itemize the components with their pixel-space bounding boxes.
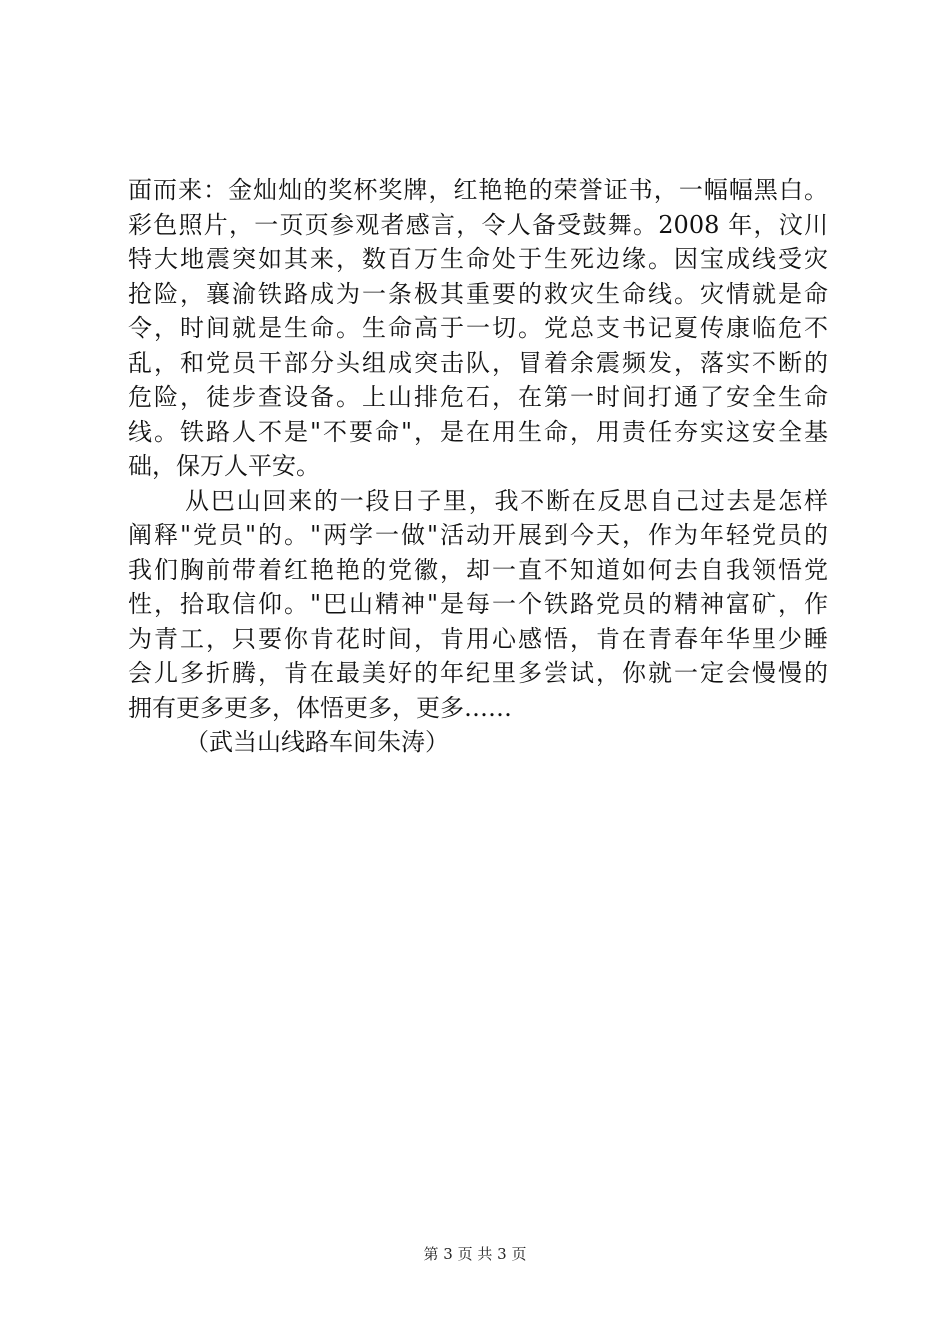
- text-line: 面而来：金灿灿的奖杯奖牌，红艳艳的荣誉证书，一幅幅黑白。: [128, 176, 828, 204]
- page-number: 第 3 页 共 3 页: [423, 1245, 527, 1263]
- text-line: 性，拾取信仰。"巴山精神"是每一个铁路党员的精神富矿，作: [128, 590, 828, 618]
- text-line: 特大地震突如其来，数百万生命处于生死边缘。因宝成线受灾: [128, 245, 828, 273]
- text-line: 抢险，襄渝铁路成为一条极其重要的救灾生命线。灾情就是命: [128, 279, 828, 308]
- page-footer: [0, 1244, 950, 1264]
- text-line: 会儿多折腾，肯在最美好的年纪里多尝试，你就一定会慢慢的: [128, 659, 828, 687]
- text-line: 阐释"党员"的。"两学一做"活动开展到今天，作为年轻党员的: [128, 521, 828, 549]
- text-line: 拥有更多更多，体悟更多，更多……: [128, 693, 512, 722]
- document-body: [128, 173, 828, 760]
- paragraph-2: [128, 484, 828, 726]
- text-line: 线。铁路人不是"不要命"，是在用生命，用责任夯实这安全基: [128, 417, 828, 446]
- text-line: 础，保万人平安。: [128, 452, 320, 480]
- author-signature: （武当山线路车间朱涛）: [185, 728, 449, 756]
- paragraph-1: [128, 173, 828, 484]
- text-line: 危险，徒步查设备。上山排危石，在第一时间打通了安全生命: [128, 383, 828, 411]
- text-line: 彩色照片，一页页参观者感言，令人备受鼓舞。2008 年，汶川: [128, 210, 828, 239]
- text-line: 为青工，只要你肯花时间，肯用心感悟，肯在青春年华里少睡: [128, 624, 828, 653]
- text-line: 乱，和党员干部分头组成突击队，冒着余震频发，落实不断的: [128, 348, 828, 377]
- text-line: 令，时间就是生命。生命高于一切。党总支书记夏传康临危不: [128, 314, 828, 342]
- text-line: 从巴山回来的一段日子里，我不断在反思自己过去是怎样: [185, 486, 828, 515]
- text-line: 我们胸前带着红艳艳的党徽，却一直不知道如何去自我领悟党: [128, 555, 828, 584]
